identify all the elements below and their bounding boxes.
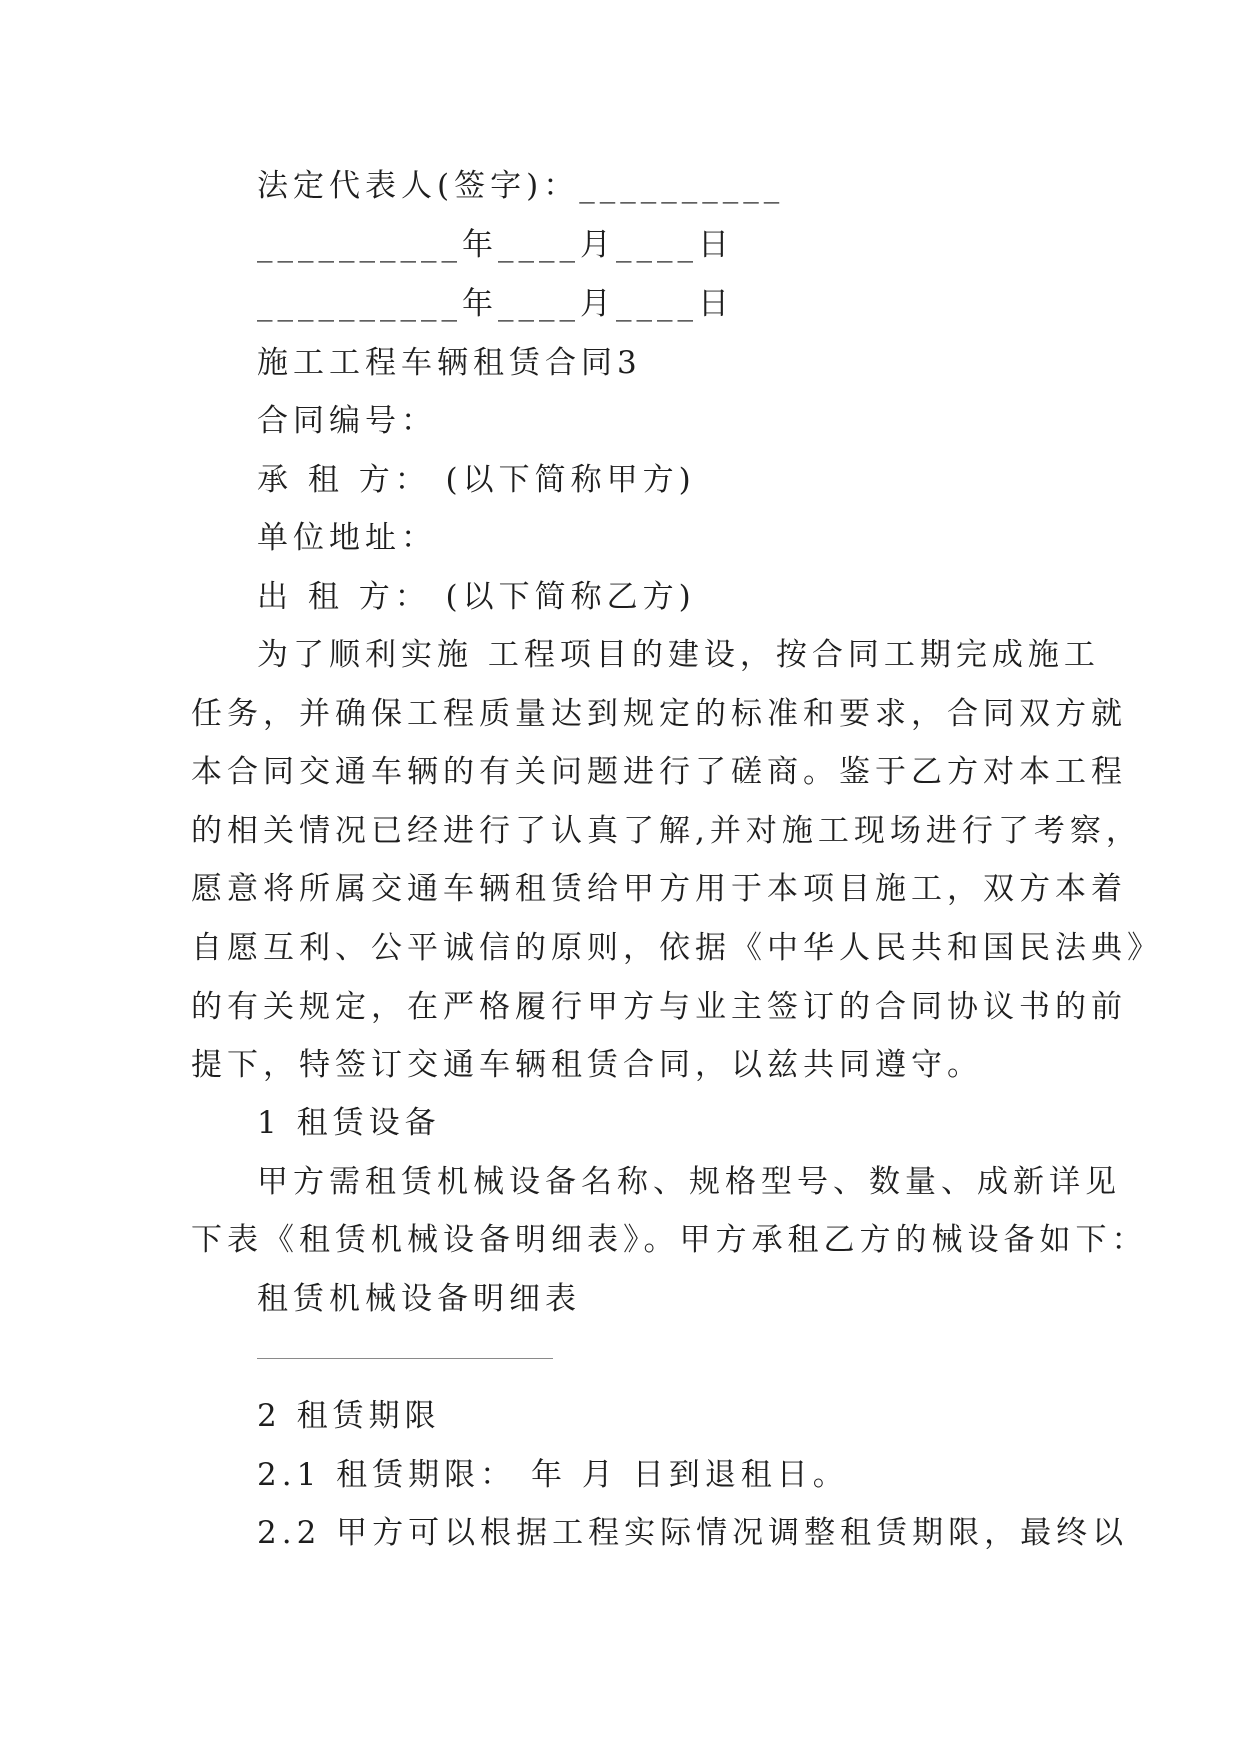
body-paragraph-line: 为了顺利实施 工程项目的建设，按合同工期完成施工	[257, 637, 1100, 673]
body-paragraph-line: 自愿互利、公平诚信的原则，依据《中华人民共和国民法典》	[191, 930, 1163, 966]
date-line-1: __________年____月____日	[257, 227, 734, 263]
section-heading: 2 租赁期限	[257, 1398, 441, 1434]
lessee-field: 承 租 方： (以下简称甲方)	[257, 462, 696, 498]
body-paragraph-line: 任务，并确保工程质量达到规定的标准和要求，合同双方就	[191, 696, 1127, 732]
table-caption: 租赁机械设备明细表	[257, 1281, 581, 1317]
lessor-field: 出 租 方： (以下简称乙方)	[257, 579, 696, 615]
clause-line: 2.2 甲方可以根据工程实际情况调整租赁期限，最终以	[257, 1515, 1129, 1551]
section-paragraph-line: 下表《租赁机械设备明细表》。甲方承租乙方的械设备如下：	[191, 1222, 1148, 1258]
contract-title: 施工工程车辆租赁合同3	[257, 345, 642, 381]
section-paragraph-line: 甲方需租赁机械设备名称、规格型号、数量、成新详见	[257, 1164, 1121, 1200]
date-line-2: __________年____月____日	[257, 286, 734, 322]
body-paragraph-line: 的有关规定，在严格履行甲方与业主签订的合同协议书的前	[191, 989, 1127, 1025]
body-paragraph-line: 愿意将所属交通车辆租赁给甲方用于本项目施工，双方本着	[191, 871, 1127, 907]
legal-rep-signature-line: 法定代表人(签字)：__________	[257, 168, 785, 204]
body-paragraph-line: 的相关情况已经进行了认真了解,并对施工现场进行了考察，	[191, 813, 1142, 849]
body-paragraph-line: 本合同交通车辆的有关问题进行了磋商。鉴于乙方对本工程	[191, 754, 1127, 790]
section-heading: 1 租赁设备	[257, 1105, 441, 1141]
contract-number-field: 合同编号：	[257, 403, 437, 439]
clause-line: 2.1 租赁期限： 年 月 日到退租日。	[257, 1457, 849, 1493]
body-paragraph-line: 提下，特签订交通车辆租赁合同，以兹共同遵守。	[191, 1047, 983, 1083]
divider-line	[257, 1358, 553, 1359]
address-field: 单位地址：	[257, 520, 437, 556]
